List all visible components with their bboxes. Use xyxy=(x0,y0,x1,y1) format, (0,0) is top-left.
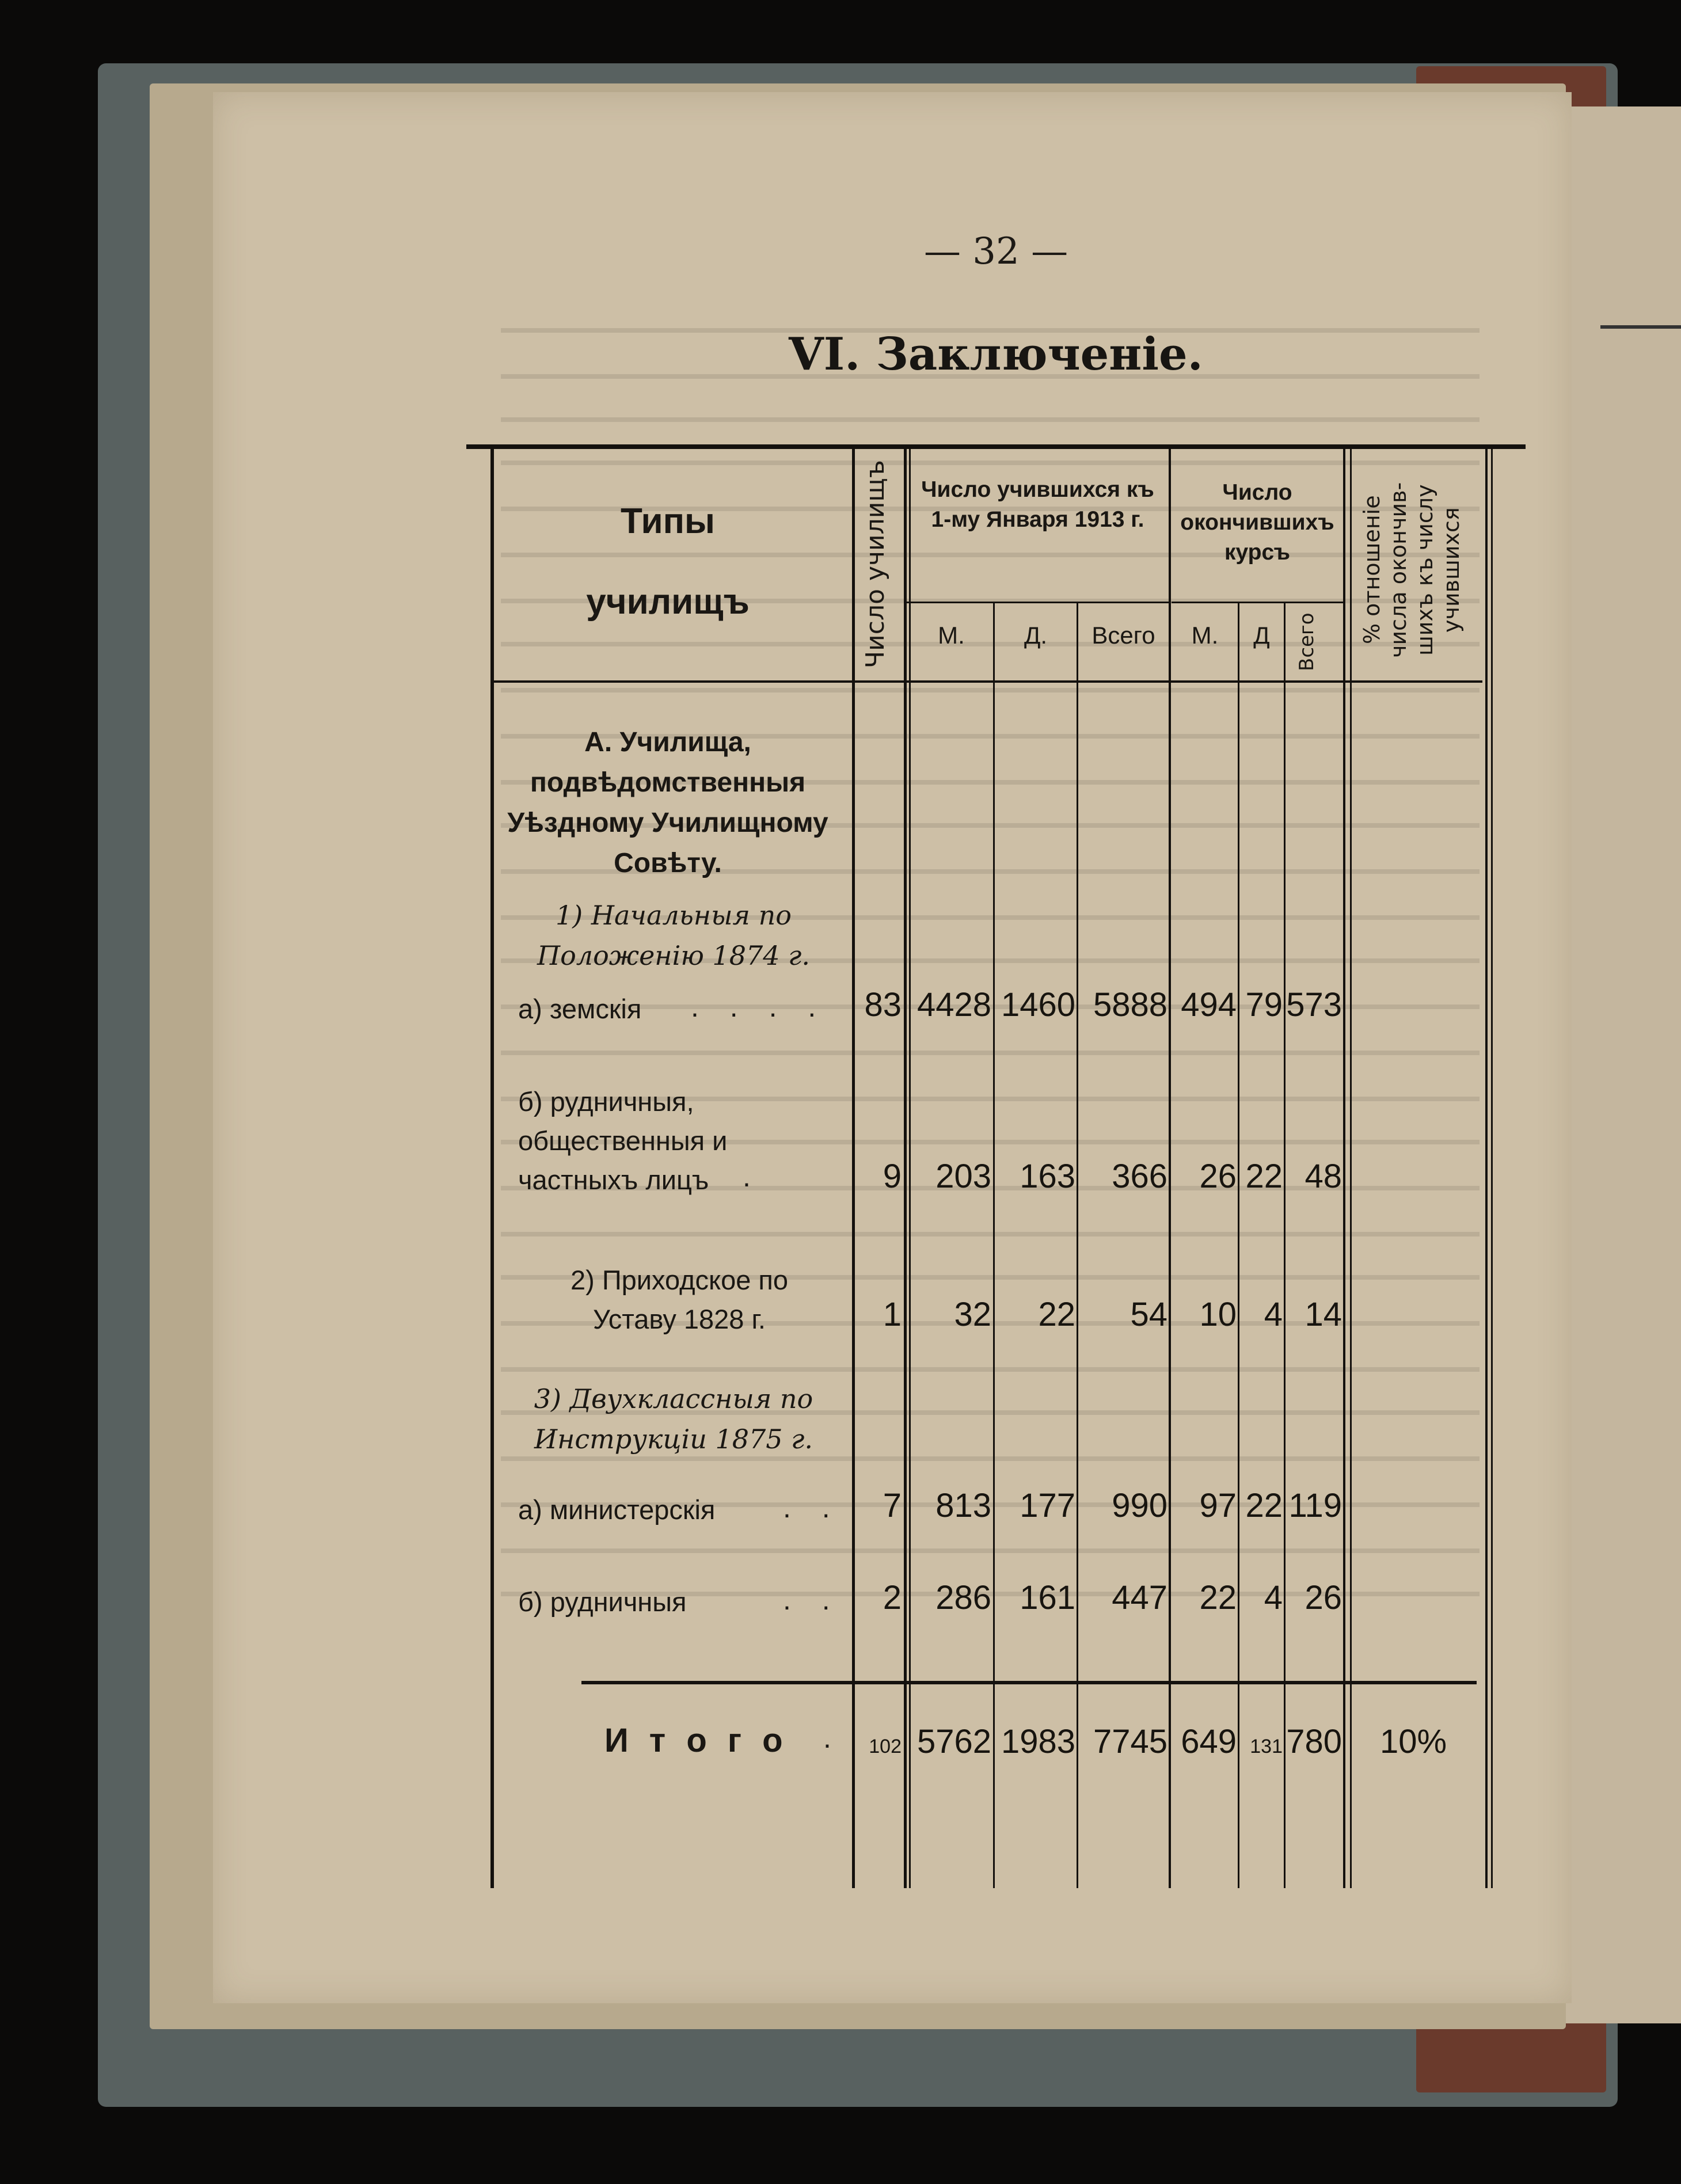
cell-pupils-total: 366 xyxy=(1112,1158,1167,1195)
facing-page xyxy=(1566,106,1681,2023)
header-grads-total: Всего xyxy=(1295,612,1318,671)
col-rule-grads-pct xyxy=(1343,449,1345,1888)
cell-pupils-d: 177 xyxy=(1020,1487,1075,1524)
col-rule-gm-gd xyxy=(1238,603,1239,1888)
cell-grads-total: 119 xyxy=(1288,1487,1342,1524)
header-grads-d: Д xyxy=(1253,622,1270,649)
header-types: Типы xyxy=(620,501,716,541)
cell-pupils-d: 1460 xyxy=(1001,986,1075,1023)
total-label: И т о г о xyxy=(604,1722,789,1759)
cell-grads-d: 22 xyxy=(1245,1487,1283,1524)
total-grads-total: 780 xyxy=(1286,1723,1342,1760)
cell-pupils-m: 203 xyxy=(935,1158,991,1195)
section-a-label: А. Училища, подвѣдомственныя Уѣздному Училищному Совѣту. xyxy=(507,727,828,878)
cell-pupils-d: 22 xyxy=(1038,1296,1075,1333)
cell-grads-d: 79 xyxy=(1245,986,1283,1023)
header-schools: училищъ xyxy=(586,582,750,622)
cell-pupils-total: 447 xyxy=(1112,1579,1167,1616)
header-pupils-group: Число учившихся къ 1-му Января 1913 г. xyxy=(921,477,1154,532)
total-rule xyxy=(581,1681,1477,1684)
cell-grads-m: 97 xyxy=(1199,1487,1237,1524)
header-count: Число училищъ xyxy=(861,460,890,668)
total-pupils-d: 1983 xyxy=(1001,1723,1075,1760)
header-percent: % отношеніе числа окончив-шихъ къ числу учившихся xyxy=(1359,482,1464,658)
table-left-rule xyxy=(490,449,494,1888)
row-dots: . . xyxy=(783,1491,842,1524)
header-pupils-m: М. xyxy=(938,622,965,649)
cell-grads-m: 10 xyxy=(1199,1296,1237,1333)
cell-pupils-total: 990 xyxy=(1112,1487,1167,1524)
row-dots: . xyxy=(743,1161,762,1193)
total-pupils-total: 7745 xyxy=(1093,1723,1167,1760)
page-number: — 32 — xyxy=(923,230,1068,273)
total-grads-m: 649 xyxy=(1181,1723,1237,1760)
cell-grads-m: 22 xyxy=(1199,1579,1237,1616)
cell-pupils-d: 163 xyxy=(1020,1158,1075,1195)
table-top-rule xyxy=(466,444,1526,449)
cell-count: 7 xyxy=(883,1487,902,1524)
cell-grads-d: 4 xyxy=(1264,1296,1283,1333)
table-right-rule xyxy=(1485,449,1488,1888)
row-label: б) рудничныя xyxy=(518,1586,687,1617)
cell-pupils-d: 161 xyxy=(1020,1579,1075,1616)
header-bottom-rule xyxy=(492,680,1482,683)
cell-pupils-total: 5888 xyxy=(1093,986,1167,1023)
group3-label: 3) Двухклассныя по Инструкціи 1875 г. xyxy=(534,1383,813,1455)
grads-subheader-rule xyxy=(1172,602,1344,603)
cell-grads-total: 26 xyxy=(1305,1579,1342,1616)
header-grads-group: Число окончившихъ курсъ xyxy=(1180,480,1334,565)
row-label: б) рудничныя, общественныя и частныхъ лицъ xyxy=(518,1086,728,1195)
cell-grads-total: 14 xyxy=(1305,1296,1342,1333)
col-rule-count-right xyxy=(904,449,907,1888)
cell-pupils-m: 286 xyxy=(935,1579,991,1616)
cell-grads-d: 4 xyxy=(1264,1579,1283,1616)
row-label: а) министерскія xyxy=(518,1494,716,1525)
header-pupils-total: Всего xyxy=(1091,622,1155,649)
col-rule-d-total xyxy=(1077,603,1078,1888)
cell-count: 83 xyxy=(864,986,902,1023)
total-count: 102 xyxy=(869,1736,902,1757)
total-dots: . xyxy=(823,1722,843,1754)
header-pupils-d: Д. xyxy=(1024,622,1048,649)
total-pupils-m: 5762 xyxy=(916,1723,991,1760)
cell-grads-m: 26 xyxy=(1199,1158,1237,1195)
total-grads-d: 131 xyxy=(1250,1736,1283,1757)
col-rule-gd-gt xyxy=(1284,603,1286,1888)
pupils-subheader-rule xyxy=(907,602,1169,603)
col-rule-m-d xyxy=(993,603,995,1888)
cell-grads-total: 573 xyxy=(1286,986,1342,1023)
col-rule-count-left xyxy=(852,449,855,1888)
cell-grads-total: 48 xyxy=(1305,1158,1342,1195)
cell-count: 1 xyxy=(883,1296,902,1333)
total-percent: 10% xyxy=(1379,1723,1447,1760)
header-grads-m: М. xyxy=(1191,622,1219,649)
cell-grads-m: 494 xyxy=(1181,986,1237,1023)
cell-count: 9 xyxy=(883,1158,902,1195)
row-label: а) земскія xyxy=(518,994,642,1024)
table-right-rule-double xyxy=(1491,449,1493,1888)
row-dots: . . . . xyxy=(691,991,828,1023)
cell-pupils-total: 54 xyxy=(1130,1296,1167,1333)
cell-grads-d: 22 xyxy=(1245,1158,1283,1195)
section-title: VI. Заключеніе. xyxy=(789,328,1203,381)
group1-label: 1) Начальныя по Положенію 1874 г. xyxy=(537,900,810,971)
cell-pupils-m: 32 xyxy=(954,1296,991,1333)
row-dots: . . xyxy=(783,1584,842,1616)
cell-pupils-m: 813 xyxy=(935,1487,991,1524)
col-rule-grads-pct-double xyxy=(1350,449,1352,1888)
cell-pupils-m: 4428 xyxy=(916,986,991,1023)
row-label: 2) Приходское по Уставу 1828 г. xyxy=(570,1265,789,1334)
cell-count: 2 xyxy=(883,1579,902,1616)
